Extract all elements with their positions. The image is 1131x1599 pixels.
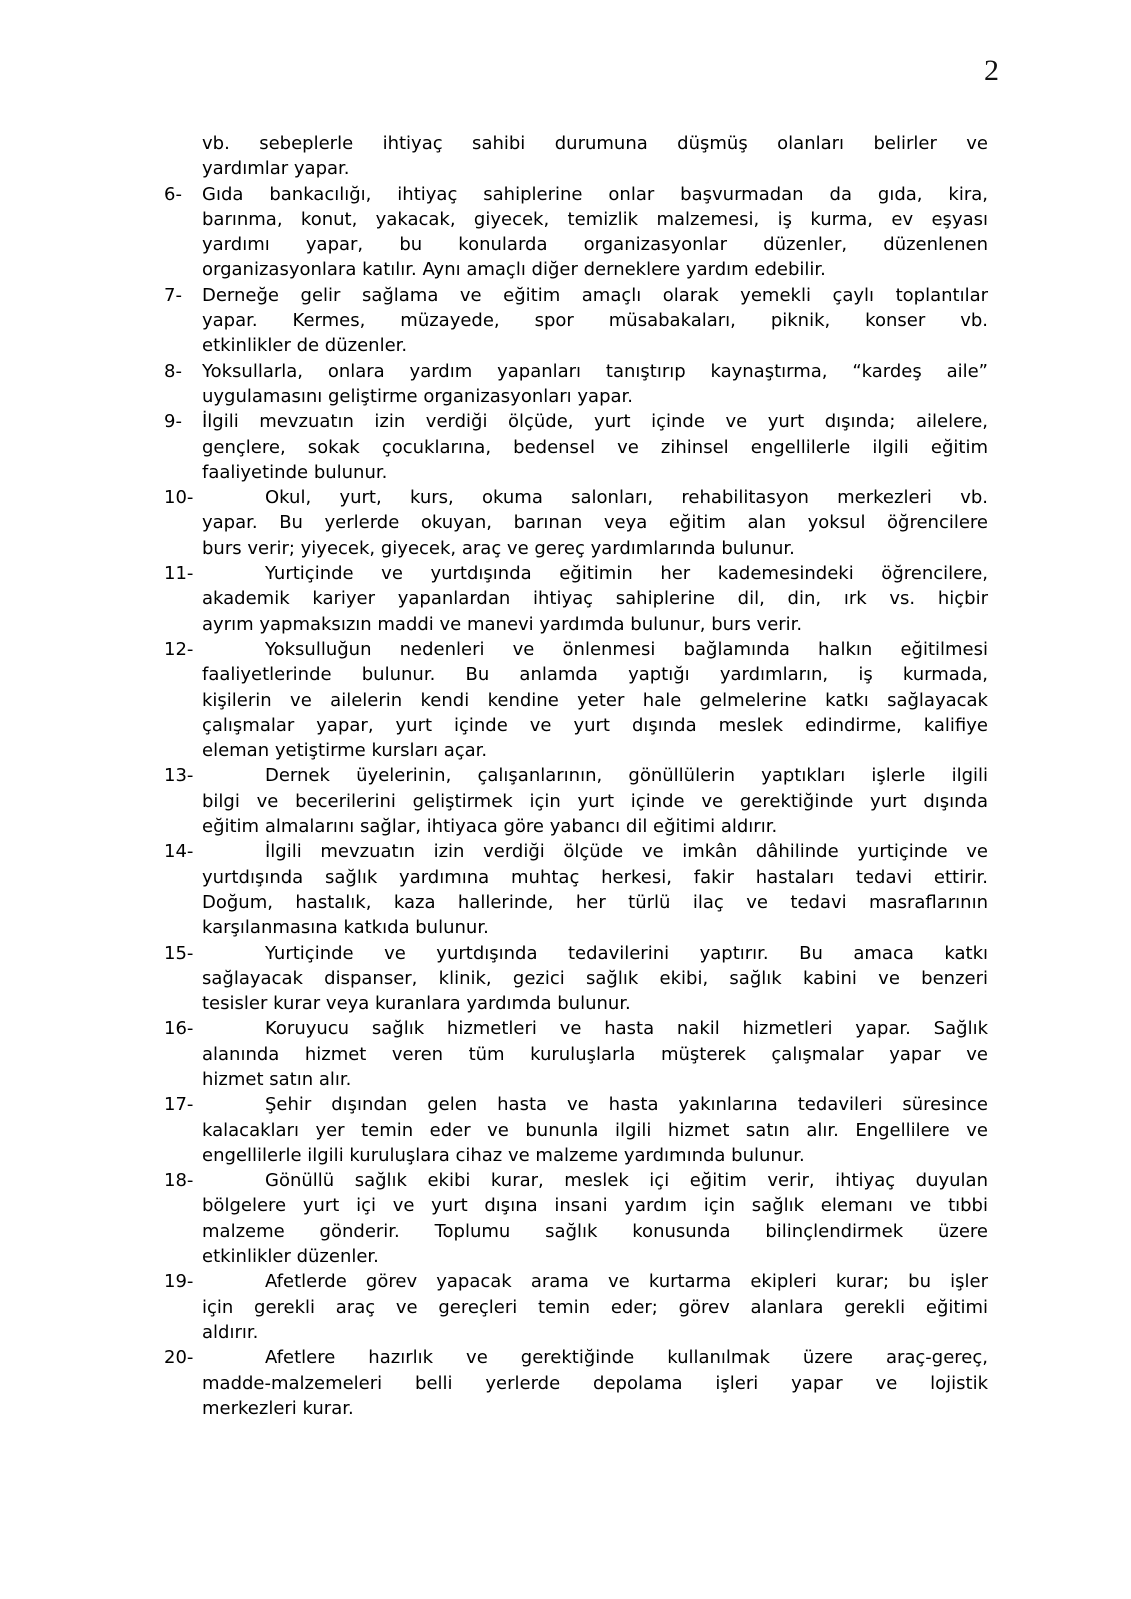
text-line: faaliyetlerinde bulunur. Bu anlamda yaptığı yardımların, iş kurmada, — [202, 664, 988, 686]
text-line: engellilerle ilgili kuruluşlara cihaz ve malzeme yardımında bulunur. — [202, 1144, 805, 1166]
page-number: 2 — [984, 54, 999, 87]
item-number: 6- — [164, 183, 182, 205]
item-text — [202, 485, 988, 561]
item-text — [202, 1269, 988, 1345]
text-line: hizmet satın alır. — [202, 1068, 352, 1090]
list-item — [164, 637, 988, 763]
item-text — [202, 637, 988, 763]
text-line: kişilerin ve ailelerin kendi kendine yeter hale gelmelerine katkı sağlayacak — [202, 689, 988, 711]
content — [164, 131, 988, 1421]
text-line: Yoksullarla, onlara yardım yapanları tanıştırıp kaynaştırma, “kardeş aile” — [202, 360, 988, 382]
text-line: yardımı yapar, bu konularda organizasyonlar düzenler, düzenlenen — [202, 234, 988, 256]
text-line: ayrım yapmaksızın maddi ve manevi yardımda bulunur, burs verir. — [202, 613, 803, 635]
list-item — [164, 1016, 988, 1092]
text-line: Okul, yurt, kurs, okuma salonları, rehabilitasyon merkezleri vb. — [265, 487, 988, 509]
text-line: merkezleri kurar. — [202, 1397, 354, 1419]
text-line: Doğum, hastalık, kaza hallerinde, her türlü ilaç ve tedavi masraflarının — [202, 891, 988, 913]
text-line: bilgi ve becerilerini geliştirmek için yurt içinde ve gerektiğinde yurt dışında — [202, 790, 988, 812]
text-line: Afetlere hazırlık ve gerektiğinde kullanılmak üzere araç-gereç, — [265, 1347, 988, 1369]
text-line: karşılanmasına katkıda bulunur. — [202, 917, 489, 939]
text-line: yapar. Bu yerlerde okuyan, barınan veya eğitim alan yoksul öğrencilere — [202, 512, 988, 534]
item-text — [202, 1168, 988, 1269]
item-text — [202, 182, 988, 283]
item-text — [202, 131, 988, 182]
text-line: aldırır. — [202, 1321, 259, 1343]
item-text — [202, 941, 988, 1017]
text-line: uygulamasını geliştirme organizasyonları yapar. — [202, 385, 634, 407]
item-text — [202, 763, 988, 839]
item-number: 15- — [164, 942, 194, 964]
item-number: 20- — [164, 1347, 194, 1369]
text-line: İlgili mevzuatın izin verdiği ölçüde, yurt içinde ve yurt dışında; ailelere, — [202, 411, 988, 433]
list-item — [164, 1092, 988, 1168]
list-item — [164, 131, 988, 182]
text-line: bölgelere yurt içi ve yurt dışına insani yardım için sağlık elemanı ve tıbbi — [202, 1195, 988, 1217]
item-number: 12- — [164, 638, 194, 660]
item-text — [202, 359, 988, 410]
text-line: tesisler kurar veya kuranlara yardımda bulunur. — [202, 993, 631, 1015]
text-line: için gerekli araç ve gereçleri temin eder; görev alanlara gerekli eğitimi — [202, 1296, 988, 1318]
item-number: 10- — [164, 487, 194, 509]
text-line: eleman yetiştirme kursları açar. — [202, 740, 488, 762]
text-line: yardımlar yapar. — [202, 158, 350, 180]
list-item — [164, 409, 988, 485]
item-text — [202, 1016, 988, 1092]
item-number: 18- — [164, 1170, 194, 1192]
text-line: etkinlikler düzenler. — [202, 1246, 379, 1268]
text-line: Şehir dışından gelen hasta ve hasta yakınlarına tedavileri süresince — [265, 1094, 988, 1116]
text-line: burs verir; yiyecek, giyecek, araç ve gereç yardımlarında bulunur. — [202, 537, 795, 559]
text-line: alanında hizmet veren tüm kuruluşlarla müşterek çalışmalar yapar ve — [202, 1043, 988, 1065]
list-item — [164, 763, 988, 839]
text-line: faaliyetinde bulunur. — [202, 461, 388, 483]
text-line: kalacakları yer temin eder ve bununla ilgili hizmet satın alır. Engellilere ve — [202, 1119, 988, 1141]
text-line: Afetlerde görev yapacak arama ve kurtarma ekipleri kurar; bu işler — [265, 1271, 988, 1293]
text-line: akademik kariyer yapanlardan ihtiyaç sahiplerine dil, din, ırk vs. hiçbir — [202, 588, 988, 610]
item-number: 17- — [164, 1094, 194, 1116]
list-item — [164, 283, 988, 359]
list-item — [164, 182, 988, 283]
text-line: barınma, konut, yakacak, giyecek, temizlik malzemesi, iş kurma, ev eşyası — [202, 208, 988, 230]
text-line: Gönüllü sağlık ekibi kurar, meslek içi eğitim verir, ihtiyaç duyulan — [265, 1170, 988, 1192]
list-item — [164, 941, 988, 1017]
text-line: İlgili mevzuatın izin verdiği ölçüde ve imkân dâhilinde yurtiçinde ve — [265, 841, 988, 863]
list-item — [164, 1345, 988, 1421]
text-line: Yurtiçinde ve yurtdışında eğitimin her kademesindeki öğrencilere, — [265, 563, 988, 585]
list-item — [164, 1168, 988, 1269]
list-item — [164, 485, 988, 561]
text-line: Yoksulluğun nedenleri ve önlenmesi bağlamında halkın eğitilmesi — [265, 638, 988, 660]
item-text — [202, 409, 988, 485]
text-line: organizasyonlara katılır. Aynı amaçlı diğer derneklere yardım edebilir. — [202, 259, 826, 281]
text-line: Yurtiçinde ve yurtdışında tedavilerini yaptırır. Bu amaca katkı — [265, 942, 988, 964]
text-line: yapar. Kermes, müzayede, spor müsabakaları, piknik, konser vb. — [202, 310, 988, 332]
text-line: Koruyucu sağlık hizmetleri ve hasta nakil hizmetleri yapar. Sağlık — [265, 1018, 988, 1040]
item-text — [202, 283, 988, 359]
item-number: 16- — [164, 1018, 194, 1040]
text-line: Dernek üyelerinin, çalışanlarının, gönüllülerin yaptıkları işlerle ilgili — [265, 765, 988, 787]
item-number: 19- — [164, 1271, 194, 1293]
text-line: Gıda bankacılığı, ihtiyaç sahiplerine onlar başvurmadan da gıda, kira, — [202, 183, 988, 205]
item-text — [202, 561, 988, 637]
item-number: 14- — [164, 841, 194, 863]
text-line: etkinlikler de düzenler. — [202, 335, 408, 357]
text-line: madde-malzemeleri belli yerlerde depolama işleri yapar ve lojistik — [202, 1372, 988, 1394]
text-line: eğitim almalarını sağlar, ihtiyaca göre yabancı dil eğitimi aldırır. — [202, 816, 778, 838]
text-line: çalışmalar yapar, yurt içinde ve yurt dışında meslek edindirme, kalifiye — [202, 714, 988, 736]
text-line: sağlayacak dispanser, klinik, gezici sağlık ekibi, sağlık kabini ve benzeri — [202, 967, 988, 989]
item-number: 9- — [164, 411, 182, 433]
item-text — [202, 1345, 988, 1421]
item-text — [202, 1092, 988, 1168]
item-number: 8- — [164, 360, 182, 382]
list-item — [164, 359, 988, 410]
text-line: yurtdışında sağlık yardımına muhtaç herkesi, fakir hastaları tedavi ettirir. — [202, 866, 988, 888]
item-number: 7- — [164, 284, 182, 306]
item-text — [202, 839, 988, 940]
list-item — [164, 839, 988, 940]
list-item — [164, 561, 988, 637]
text-line: Derneğe gelir sağlama ve eğitim amaçlı olarak yemekli çaylı toplantılar — [202, 284, 988, 306]
text-line: malzeme gönderir. Toplumu sağlık konusunda bilinçlendirmek üzere — [202, 1220, 988, 1242]
list-item — [164, 1269, 988, 1345]
item-number: 13- — [164, 765, 194, 787]
text-line: vb. sebeplerle ihtiyaç sahibi durumuna düşmüş olanları belirler ve — [202, 133, 988, 154]
item-number: 11- — [164, 563, 194, 585]
text-line: gençlere, sokak çocuklarına, bedensel ve zihinsel engellilerle ilgili eğitim — [202, 436, 988, 458]
